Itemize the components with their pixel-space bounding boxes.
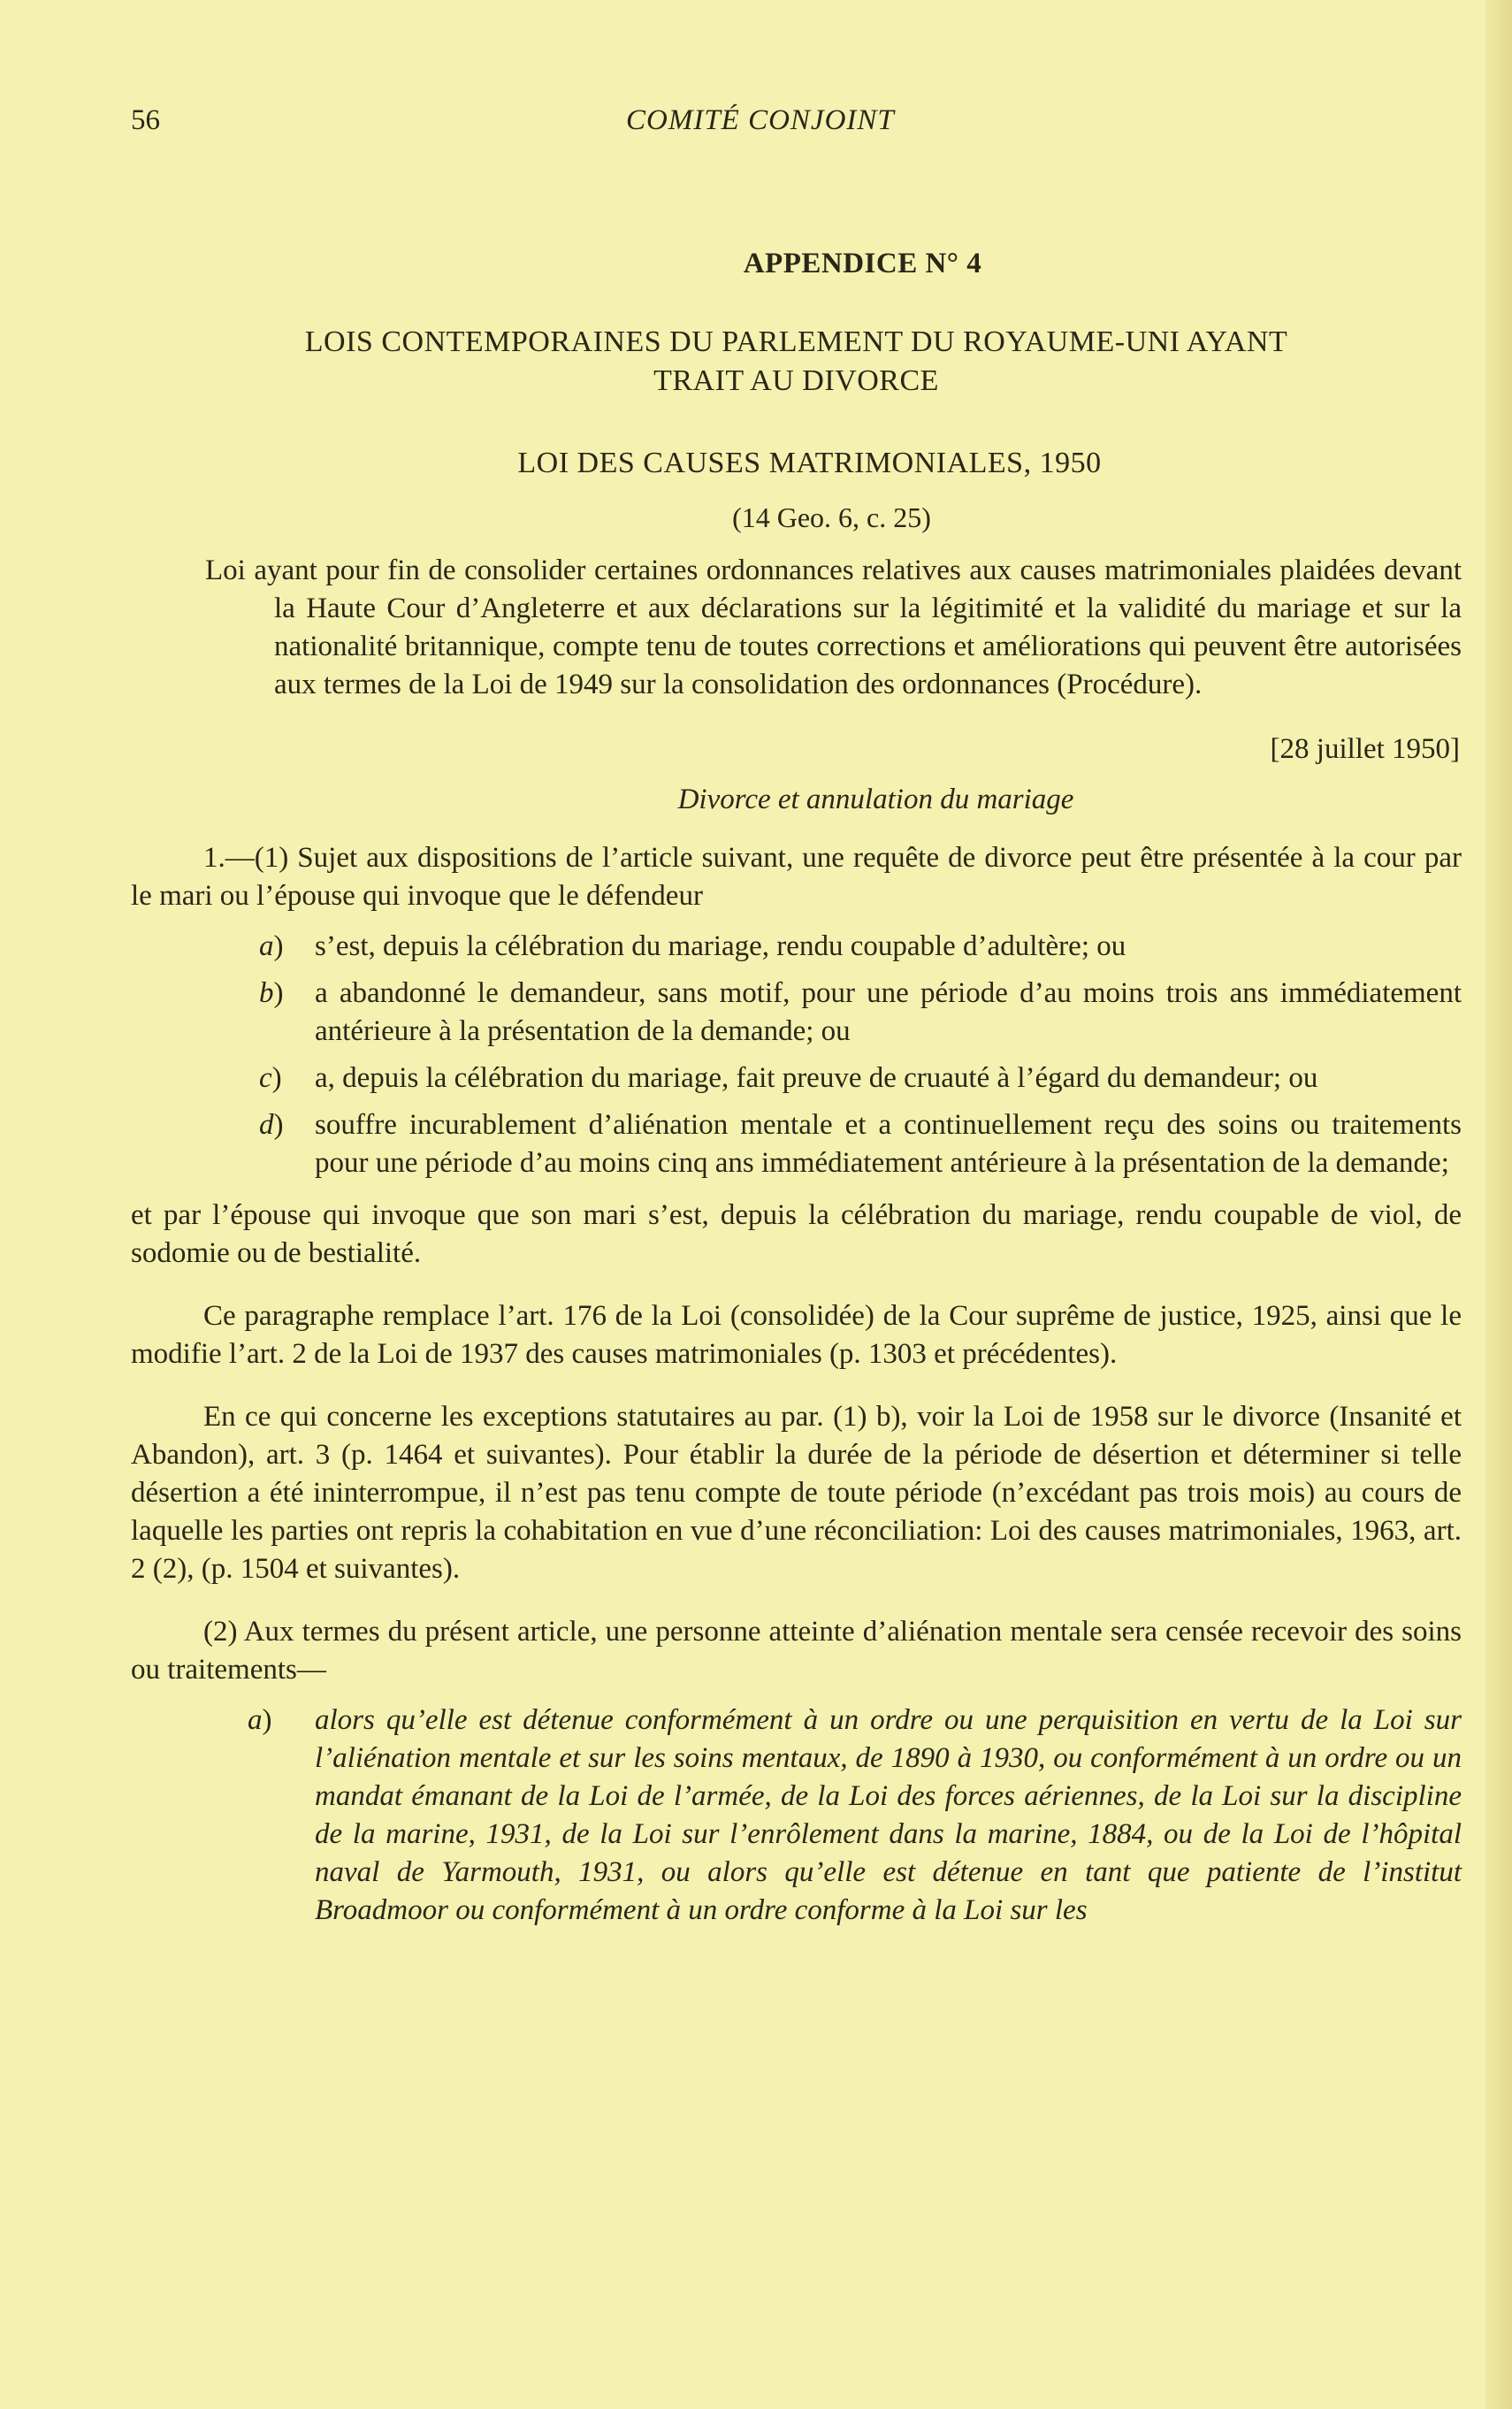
section-1-intro: 1.—(1) Sujet aux dispositions de l’article suivant, une requête de divorce peut être présentée à la cour par le mari ou l’épouse qui invoque que le défendeur [131,842,1462,912]
list-item [131,1106,1462,1182]
running-title: COMITÉ CONJOINT [626,104,895,136]
item-label: b) [259,977,284,1009]
grounds-list [131,928,1462,1182]
long-title: Loi ayant pour fin de consolider certaines ordonnances relatives aux causes matrimoniales plaidées devant la Haute Cour d’Angleterre et aux déclarations sur la légitimité et la validité du mariage et sur la nationalité britannique, compte tenu de toutes corrections et améliorations qui peuvent être autorisées aux termes de la Loi de 1949 sur la consolidation des ordonnances (Procédure). [205,554,1462,700]
act-citation: (14 Geo. 6, c. 25) [732,501,931,533]
item-text: s’est, depuis la célébration du mariage, rendu coupable d’adultère; ou [315,930,1126,962]
item-label: d) [259,1109,284,1141]
page-edge [1485,0,1512,2409]
main-title [131,323,1462,401]
page-content [131,104,1462,1939]
section-2-intro: (2) Aux termes du présent article, une personne atteinte d’aliénation mentale sera censée recevoir des soins ou traitements— [131,1616,1462,1686]
list-item [131,928,1462,966]
page-number: 56 [131,104,160,136]
item-label: a) [259,930,284,962]
wife-ground: et par l’épouse qui invoque que son mari s’est, depuis la célébration du mariage, rendu coupable de viol, de sodomie ou de bestialité. [131,1199,1462,1269]
note-1: Ce paragraphe remplace l’art. 176 de la Loi (consolidée) de la Cour suprême de justice, 1925, ainsi que le modifie l’art. 2 de la Loi de 1937 des causes matrimoniales (p. 1303 et précédentes). [131,1300,1462,1370]
section-heading: Divorce et annulation du mariage [677,784,1074,815]
care-list [131,1702,1462,1930]
item-label: c) [259,1062,282,1094]
list-item [131,1702,1462,1930]
item-label: a) [248,1704,272,1736]
act-title: LOI DES CAUSES MATRIMONIALES, 1950 [517,447,1102,479]
item-text: a abandonné le demandeur, sans motif, pour une période d’au moins trois ans immédiatement antérieure à la présentation de la demande; ou [315,977,1462,1047]
list-item [131,1059,1462,1097]
item-text: alors qu’elle est détenue conformément à un ordre ou une perquisition en vertu de la Loi sur l’aliénation mentale et sur les soins mentaux, de 1890 à 1930, ou conformément à un ordre ou un mandat émanant de la Loi de l’armée, de la Loi des forces aériennes, de la Loi sur la discipline de la marine, 1931, de la Loi sur l’enrôlement dans la marine, 1884, ou de la Loi de l’hôpital naval de Yarmouth, 1931, ou alors qu’elle est détenue en tant que patiente de l’institut Broadmoor ou conformément à un ordre conforme à la Loi sur les [315,1704,1462,1926]
running-head [131,104,1462,157]
item-text: a, depuis la célébration du mariage, fait preuve de cruauté à l’égard du demandeur; ou [315,1062,1318,1094]
list-item [131,975,1462,1051]
enactment-date: [28 juillet 1950] [1270,733,1460,765]
appendix-heading: APPENDICE N° 4 [743,248,982,279]
note-2: En ce qui concerne les exceptions statutaires au par. (1) b), voir la Loi de 1958 sur le divorce (Insanité et Abandon), art. 3 (p. 1464 et suivantes). Pour établir la durée de la période de désertion et déterminer si telle désertion a été ininterrompue, il n’est pas tenu compte de toute période (n’excédant pas trois mois) au cours de laquelle les parties ont repris la cohabitation en vue d’une réconciliation: Loi des causes matrimoniales, 1963, art. 2 (2), (p. 1504 et suivantes). [131,1401,1462,1585]
main-title-line-2: TRAIT AU DIVORCE [653,364,939,397]
item-text: souffre incurablement d’aliénation mentale et a continuellement reçu des soins ou traitements pour une période d’au moins cinq ans immédiatement antérieure à la présentation de la demande; [315,1109,1462,1179]
main-title-line-1: LOIS CONTEMPORAINES DU PARLEMENT DU ROYAUME-UNI AYANT [304,325,1288,358]
